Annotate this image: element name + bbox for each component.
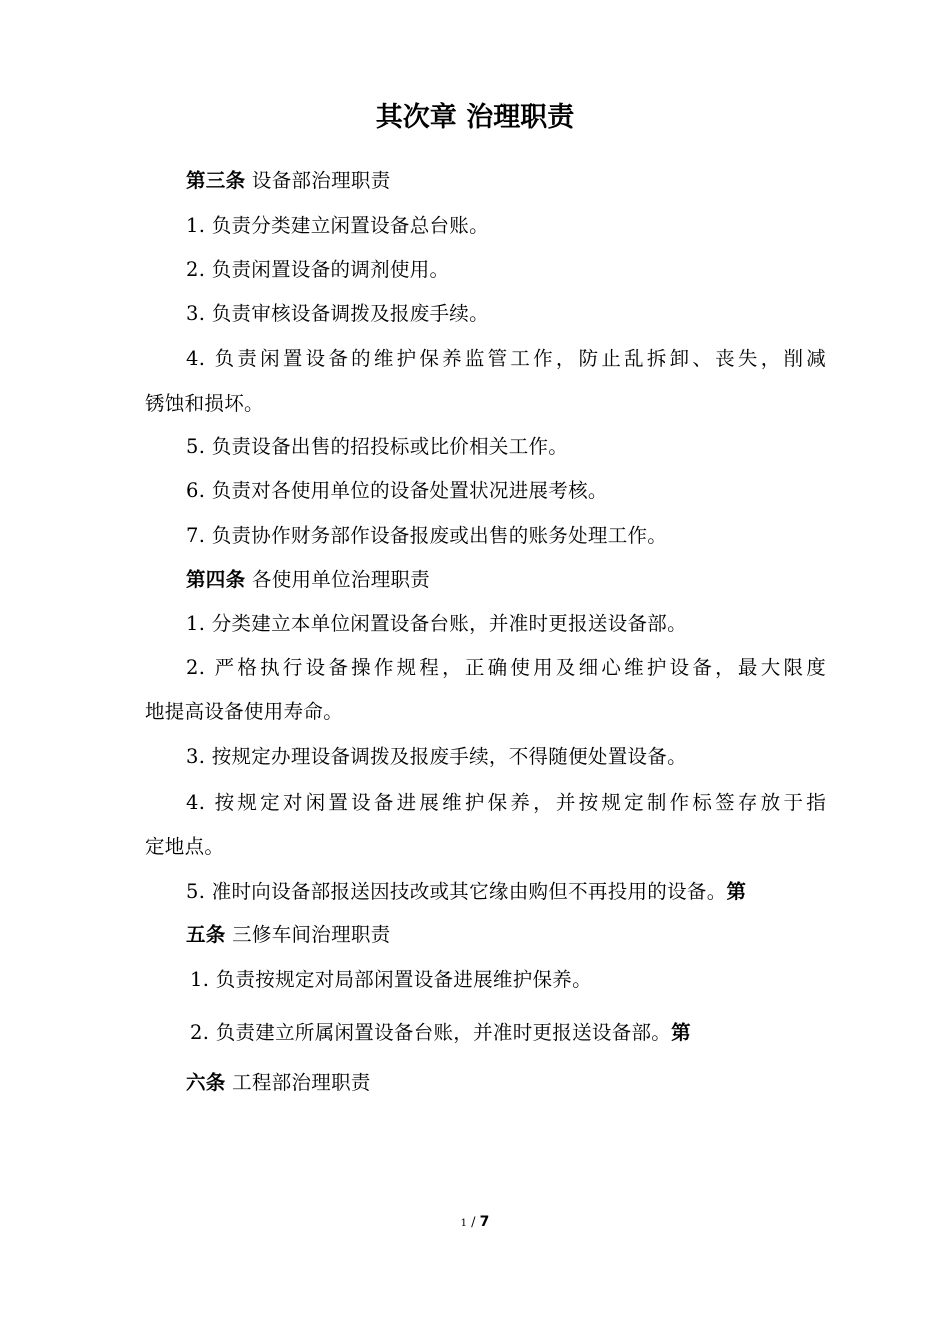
article-5-name: 三修车间治理职责 <box>232 923 391 946</box>
article-3-item-2: 2. 负责闲置设备的调剂使用。 <box>186 258 450 281</box>
article-4-item-3: 3. 按规定办理设备调拨及报废手续，不得随便处置设备。 <box>186 745 687 768</box>
article-5-item-2-text: 2. 负责建立所属闲置设备台账，并准时更报送设备部。 <box>190 1021 672 1044</box>
article-3-item-5: 5. 负责设备出售的招投标或比价相关工作。 <box>186 435 569 458</box>
article-5-label-start: 第 <box>726 880 747 903</box>
article-4-label: 第四条 <box>186 568 246 591</box>
article-3-item-4-cont: 锈蚀和损坏。 <box>145 392 264 415</box>
article-3-label: 第三条 <box>186 169 246 192</box>
article-4-item-1: 1. 分类建立本单位闲置设备台账，并准时更报送设备部。 <box>186 612 687 635</box>
article-3-name: 设备部治理职责 <box>251 169 391 192</box>
chapter-title: 其次章 治理职责 <box>375 102 575 133</box>
article-5-item-2 <box>190 1018 830 1048</box>
article-6-label-end: 六条 <box>186 1071 226 1094</box>
article-3-item-6: 6. 负责对各使用单位的设备处置状况进展考核。 <box>186 479 608 502</box>
page-current: 1 <box>460 1218 467 1229</box>
article-4-item-5-text: 5. 准时向设备部报送因技改或其它缘由购但不再投用的设备。 <box>186 880 727 903</box>
article-5-heading <box>186 920 826 950</box>
article-6-name: 工程部治理职责 <box>232 1071 371 1094</box>
article-3-item-7: 7. 负责协作财务部作设备报废或出售的账务处理工作。 <box>186 524 668 547</box>
article-4-item-4: 4. 按规定对闲置设备进展维护保养，并按规定制作标签存放于指 <box>186 791 826 814</box>
article-4-heading <box>186 565 826 595</box>
article-3-item-3: 3. 负责审核设备调拨及报废手续。 <box>186 302 489 325</box>
article-3-heading <box>186 166 826 196</box>
article-3-item-4: 4. 负责闲置设备的维护保养监管工作，防止乱拆卸、丧失，削减 <box>186 347 826 370</box>
article-4-name: 各使用单位治理职责 <box>251 568 431 591</box>
article-6-label-start: 第 <box>671 1021 691 1044</box>
article-4-item-2: 2. 严格执行设备操作规程，正确使用及细心维护设备，最大限度 <box>186 656 826 679</box>
article-4-item-4-cont: 定地点。 <box>145 835 225 858</box>
article-4-item-5 <box>186 877 826 907</box>
page-total: 7 <box>479 1214 490 1230</box>
page-number <box>0 1212 950 1234</box>
article-5-label-end: 五条 <box>186 923 226 946</box>
article-3-item-1: 1. 负责分类建立闲置设备总台账。 <box>186 214 489 237</box>
article-5-item-1: 1. 负责按规定对局部闲置设备进展维护保养。 <box>190 968 592 991</box>
article-4-item-2-cont: 地提高设备使用寿命。 <box>145 700 344 723</box>
article-6-heading <box>186 1068 826 1098</box>
page-separator: / <box>471 1215 476 1230</box>
